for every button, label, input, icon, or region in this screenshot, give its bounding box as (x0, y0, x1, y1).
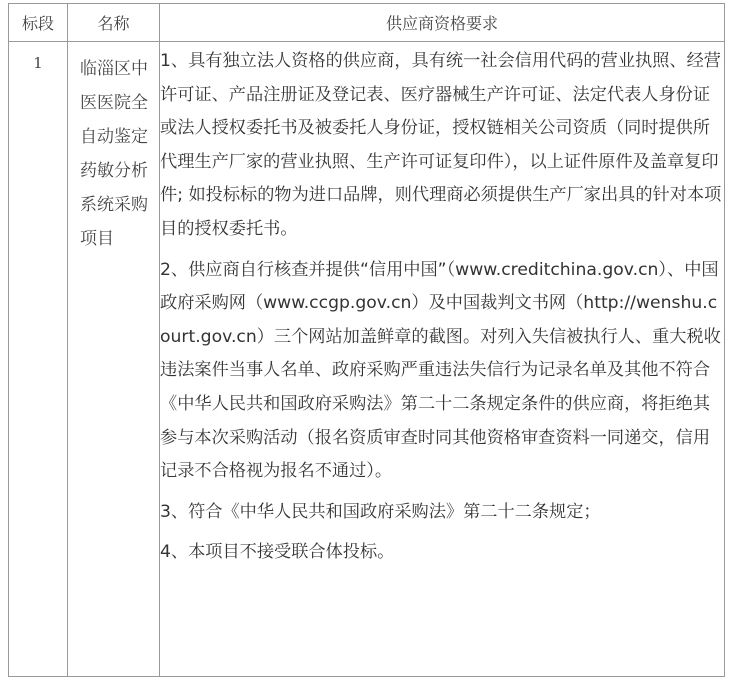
requirement-item: 4、本项目不接受联合体投标。 (160, 542, 395, 563)
project-name: 临淄区中医医院全自动鉴定药敏分析系统采购项目 (80, 59, 148, 249)
table-header-row (9, 4, 725, 42)
header-section: 标段 (9, 4, 68, 42)
section-number: 1 (33, 54, 43, 72)
table-row (9, 42, 725, 677)
header-requirements: 供应商资格要求 (160, 4, 725, 42)
name-cell (68, 42, 160, 677)
requirement-item: 1、具有独立法人资格的供应商，具有统一社会信用代码的营业执照、经营许可证、产品注册证及登记表、医疗器械生产许可证、法定代表人身份证或法人授权委托书及被委托人身份证，授权链相关公司资质（同时提供所代理生产厂家的营业执照、生产许可证复印件），以上证件原件及盖章复印件; 如投标标的物为进口品牌，则代理商必须提供生产厂家出具的针对本项目的授权委托书。 (160, 51, 722, 239)
header-name: 名称 (68, 4, 160, 42)
requirements-cell (160, 42, 725, 677)
requirement-item: 2、供应商自行核查并提供“信用中国”（www.creditchina.gov.cn）、中国政府采购网（www.ccgp.gov.cn）及中国裁判文书网（http://wenshu.court.gov.cn）三个网站加盖鲜章的截图。对列入失信被执行人、重大税收违法案件当事人名单、政府采购严重违法失信行为记录名单及其他不符合《中华人民共和国政府采购法》第二十二条规定条件的供应商，将拒绝其参与本次采购活动（报名资质审查时同其他资格审查资料一同递交，信用记录不合格视为报名不通过）。 (160, 259, 721, 482)
supplier-requirements-table (8, 3, 725, 677)
section-cell (9, 42, 68, 677)
requirement-item: 3、符合《中华人民共和国政府采购法》第二十二条规定； (160, 501, 601, 522)
